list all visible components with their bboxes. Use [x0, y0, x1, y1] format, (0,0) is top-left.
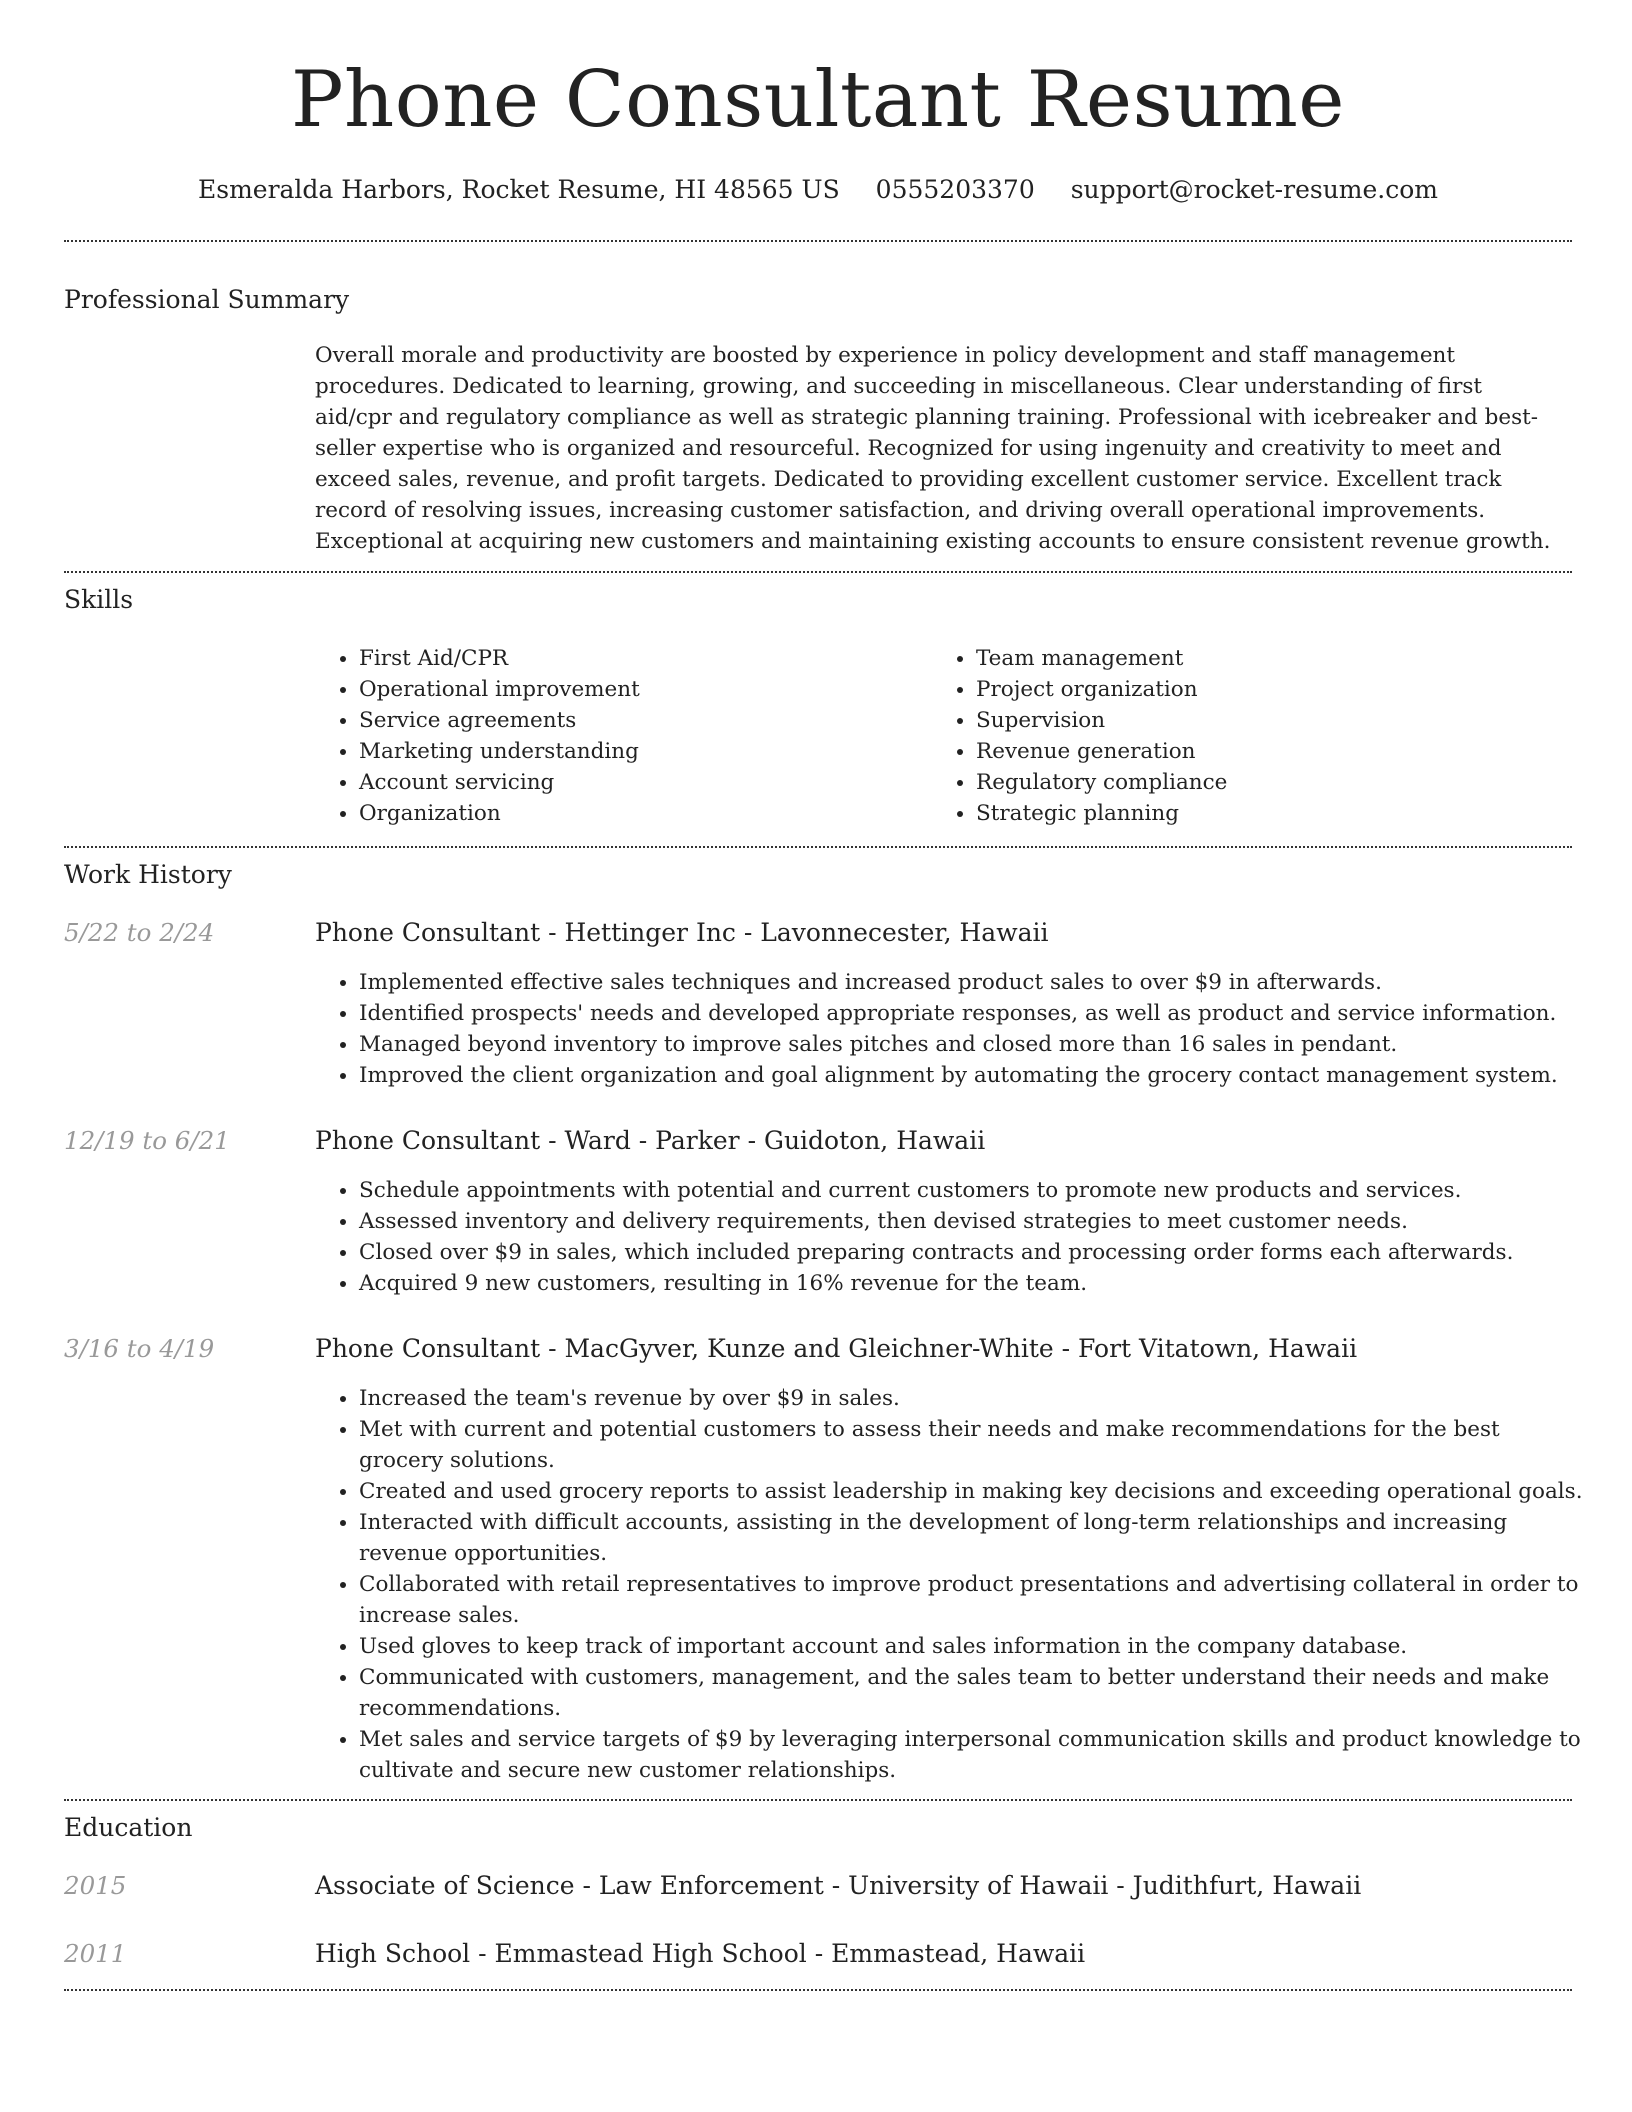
skills-list-right [932, 643, 1227, 829]
job-title: Phone Consultant - Ward - Parker - Guidoton, Hawaii [315, 1126, 986, 1155]
job-bullet: • Interacted with difficult accounts, assisting in the development of long-term relationships and increasing revenue opportunities. [359, 1507, 1589, 1569]
skill-item: • Regulatory compliance [976, 767, 1227, 798]
skills-list-left [315, 643, 640, 829]
skill-item: • Revenue generation [976, 736, 1227, 767]
education-title: High School - Emmastead High School - Emmastead, Hawaii [315, 1939, 1086, 1968]
contact-email: support@rocket-resume.com [1070, 175, 1438, 204]
skill-item: • Marketing understanding [359, 736, 640, 767]
job-dates: 12/19 to 6/21 [64, 1126, 230, 1155]
skill-item: • Strategic planning [976, 798, 1227, 829]
job-title: Phone Consultant - MacGyver, Kunze and Gleichner-White - Fort Vitatown, Hawaii [315, 1334, 1358, 1363]
section-divider [64, 1989, 1572, 1991]
contact-phone: 0555203370 [875, 175, 1035, 204]
education-year: 2011 [64, 1939, 127, 1968]
summary-heading: Professional Summary [64, 285, 350, 314]
education-heading: Education [64, 1813, 193, 1842]
skill-item: • Project organization [976, 674, 1227, 705]
contact-line [64, 170, 1572, 210]
skill-item: • Operational improvement [359, 674, 640, 705]
job-bullet: • Increased the team's revenue by over $9 in sales. [359, 1383, 1589, 1414]
job-bullet: • Assessed inventory and delivery requirements, then devised strategies to meet customer needs. [359, 1206, 1589, 1237]
job-dates: 5/22 to 2/24 [64, 918, 215, 947]
job-bullet: • Closed over $9 in sales, which included preparing contracts and processing order forms each afterwards. [359, 1237, 1589, 1268]
job-bullet: • Improved the client organization and goal alignment by automating the grocery contact management system. [359, 1060, 1589, 1091]
job-bullet: • Managed beyond inventory to improve sales pitches and closed more than 16 sales in pendant. [359, 1029, 1589, 1060]
skill-item: • First Aid/CPR [359, 643, 640, 674]
skill-item: • Service agreements [359, 705, 640, 736]
section-divider [64, 1799, 1572, 1801]
section-divider [64, 240, 1572, 242]
job-bullets [315, 967, 1589, 1091]
job-bullets [315, 1175, 1589, 1299]
job-bullet: • Created and used grocery reports to assist leadership in making key decisions and exceeding operational goals. [359, 1476, 1589, 1507]
summary-text: Overall morale and productivity are boosted by experience in policy development and staff management procedures. Dedicated to learning, growing, and succeeding in miscellaneous. Clear understanding of first aid/cpr and regulatory compliance as well as strategic planning training. Professional with icebreaker and best-seller expertise who is organized and resourceful. Recognized for using ingenuity and creativity to meet and exceed sales, revenue, and profit targets. Dedicated to providing excellent customer service. Excellent track record of resolving issues, increasing customer satisfaction, and driving overall operational improvements. Exceptional at acquiring new customers and maintaining existing accounts to ensure consistent revenue growth. [315, 343, 1551, 554]
skill-item: • Team management [976, 643, 1227, 674]
skills-heading: Skills [64, 585, 134, 614]
job-bullets [315, 1383, 1589, 1786]
job-bullet: • Met with current and potential customers to assess their needs and make recommendations for the best grocery solutions. [359, 1414, 1589, 1476]
job-title: Phone Consultant - Hettinger Inc - Lavonnecester, Hawaii [315, 918, 1049, 947]
job-bullet: • Identified prospects' needs and developed appropriate responses, as well as product and service information. [359, 998, 1589, 1029]
skill-item: • Organization [359, 798, 640, 829]
job-bullet: • Schedule appointments with potential and current customers to promote new products and services. [359, 1175, 1589, 1206]
job-bullet: • Communicated with customers, management, and the sales team to better understand their needs and make recommendations. [359, 1662, 1589, 1724]
skill-item: • Supervision [976, 705, 1227, 736]
job-bullet: • Used gloves to keep track of important account and sales information in the company database. [359, 1631, 1589, 1662]
contact-address: Esmeralda Harbors, Rocket Resume, HI 48565 US [197, 175, 840, 204]
job-bullet: • Met sales and service targets of $9 by leveraging interpersonal communication skills and product knowledge to cultivate and secure new customer relationships. [359, 1724, 1589, 1786]
resume-title: Phone Consultant Resume [291, 55, 1345, 145]
job-bullet: • Acquired 9 new customers, resulting in 16% revenue for the team. [359, 1268, 1589, 1299]
job-bullet: • Implemented effective sales techniques and increased product sales to over $9 in afterwards. [359, 967, 1589, 998]
section-divider [64, 846, 1572, 848]
job-dates: 3/16 to 4/19 [64, 1334, 215, 1363]
work-heading: Work History [64, 860, 232, 889]
section-divider [64, 571, 1572, 573]
skill-item: • Account servicing [359, 767, 640, 798]
job-bullet: • Collaborated with retail representatives to improve product presentations and advertising collateral in order to increase sales. [359, 1569, 1589, 1631]
education-year: 2015 [64, 1871, 127, 1900]
education-title: Associate of Science - Law Enforcement - University of Hawaii - Judithfurt, Hawaii [315, 1871, 1362, 1900]
